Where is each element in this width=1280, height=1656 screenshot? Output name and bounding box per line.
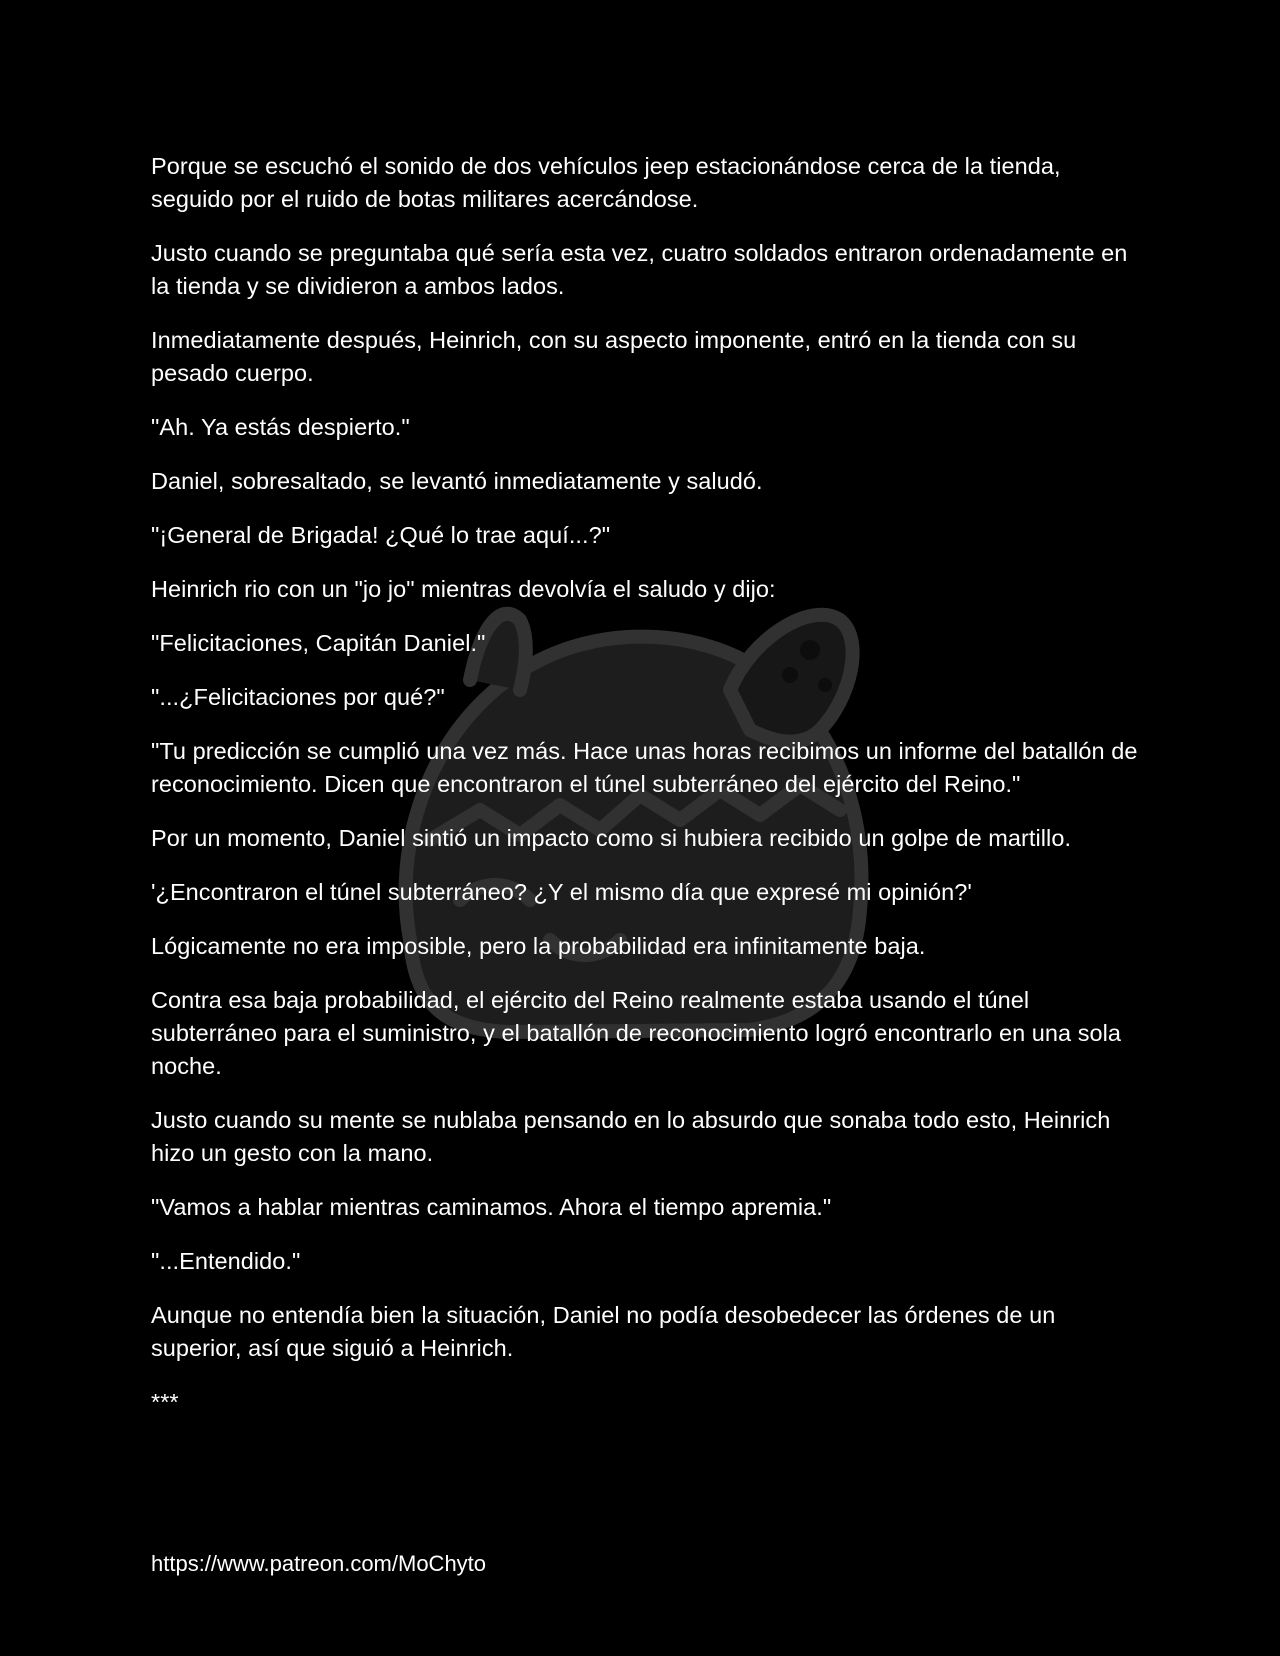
paragraph: '¿Encontraron el túnel subterráneo? ¿Y el mismo día que expresé mi opinión?'	[151, 879, 972, 905]
paragraph: Daniel, sobresaltado, se levantó inmediatamente y saludó.	[151, 468, 763, 494]
paragraph: Justo cuando se preguntaba qué sería esta vez, cuatro soldados entraron ordenadamente en la tienda y se dividieron a ambos lados.	[151, 240, 1128, 299]
patreon-link[interactable]: https://www.patreon.com/MoChyto	[151, 1551, 487, 1576]
paragraph: "Vamos a hablar mientras caminamos. Ahora el tiempo apremia."	[151, 1194, 832, 1220]
paragraph: "Ah. Ya estás despierto."	[151, 414, 410, 440]
paragraph: Lógicamente no era imposible, pero la probabilidad era infinitamente baja.	[151, 933, 926, 959]
paragraph: Porque se escuchó el sonido de dos vehículos jeep estacionándose cerca de la tienda, seguido por el ruido de botas militares acercándose.	[151, 153, 1061, 212]
paragraph: "...¿Felicitaciones por qué?"	[151, 684, 445, 710]
paragraph: "...Entendido."	[151, 1248, 301, 1274]
paragraph: "Felicitaciones, Capitán Daniel."	[151, 630, 486, 656]
document-body	[151, 150, 1141, 1440]
paragraph: Por un momento, Daniel sintió un impacto como si hubiera recibido un golpe de martillo.	[151, 825, 1072, 851]
paragraph: Heinrich rio con un "jo jo" mientras devolvía el saludo y dijo:	[151, 576, 776, 602]
paragraph: "¡General de Brigada! ¿Qué lo trae aquí...?"	[151, 522, 611, 548]
paragraph: Aunque no entendía bien la situación, Daniel no podía desobedecer las órdenes de un superior, así que siguió a Heinrich.	[151, 1302, 1056, 1361]
paragraph: Justo cuando su mente se nublaba pensando en lo absurdo que sonaba todo esto, Heinrich hizo un gesto con la mano.	[151, 1107, 1111, 1166]
section-separator: ***	[151, 1389, 179, 1415]
paragraph: "Tu predicción se cumplió una vez más. Hace unas horas recibimos un informe del batallón de reconocimiento. Dicen que encontraron el túnel subterráneo del ejército del Reino."	[151, 738, 1138, 797]
paragraph: Contra esa baja probabilidad, el ejército del Reino realmente estaba usando el túnel subterráneo para el suministro, y el batallón de reconocimiento logró encontrarlo en una sola noche.	[151, 987, 1122, 1079]
paragraph: Inmediatamente después, Heinrich, con su aspecto imponente, entró en la tienda con su pesado cuerpo.	[151, 327, 1077, 386]
